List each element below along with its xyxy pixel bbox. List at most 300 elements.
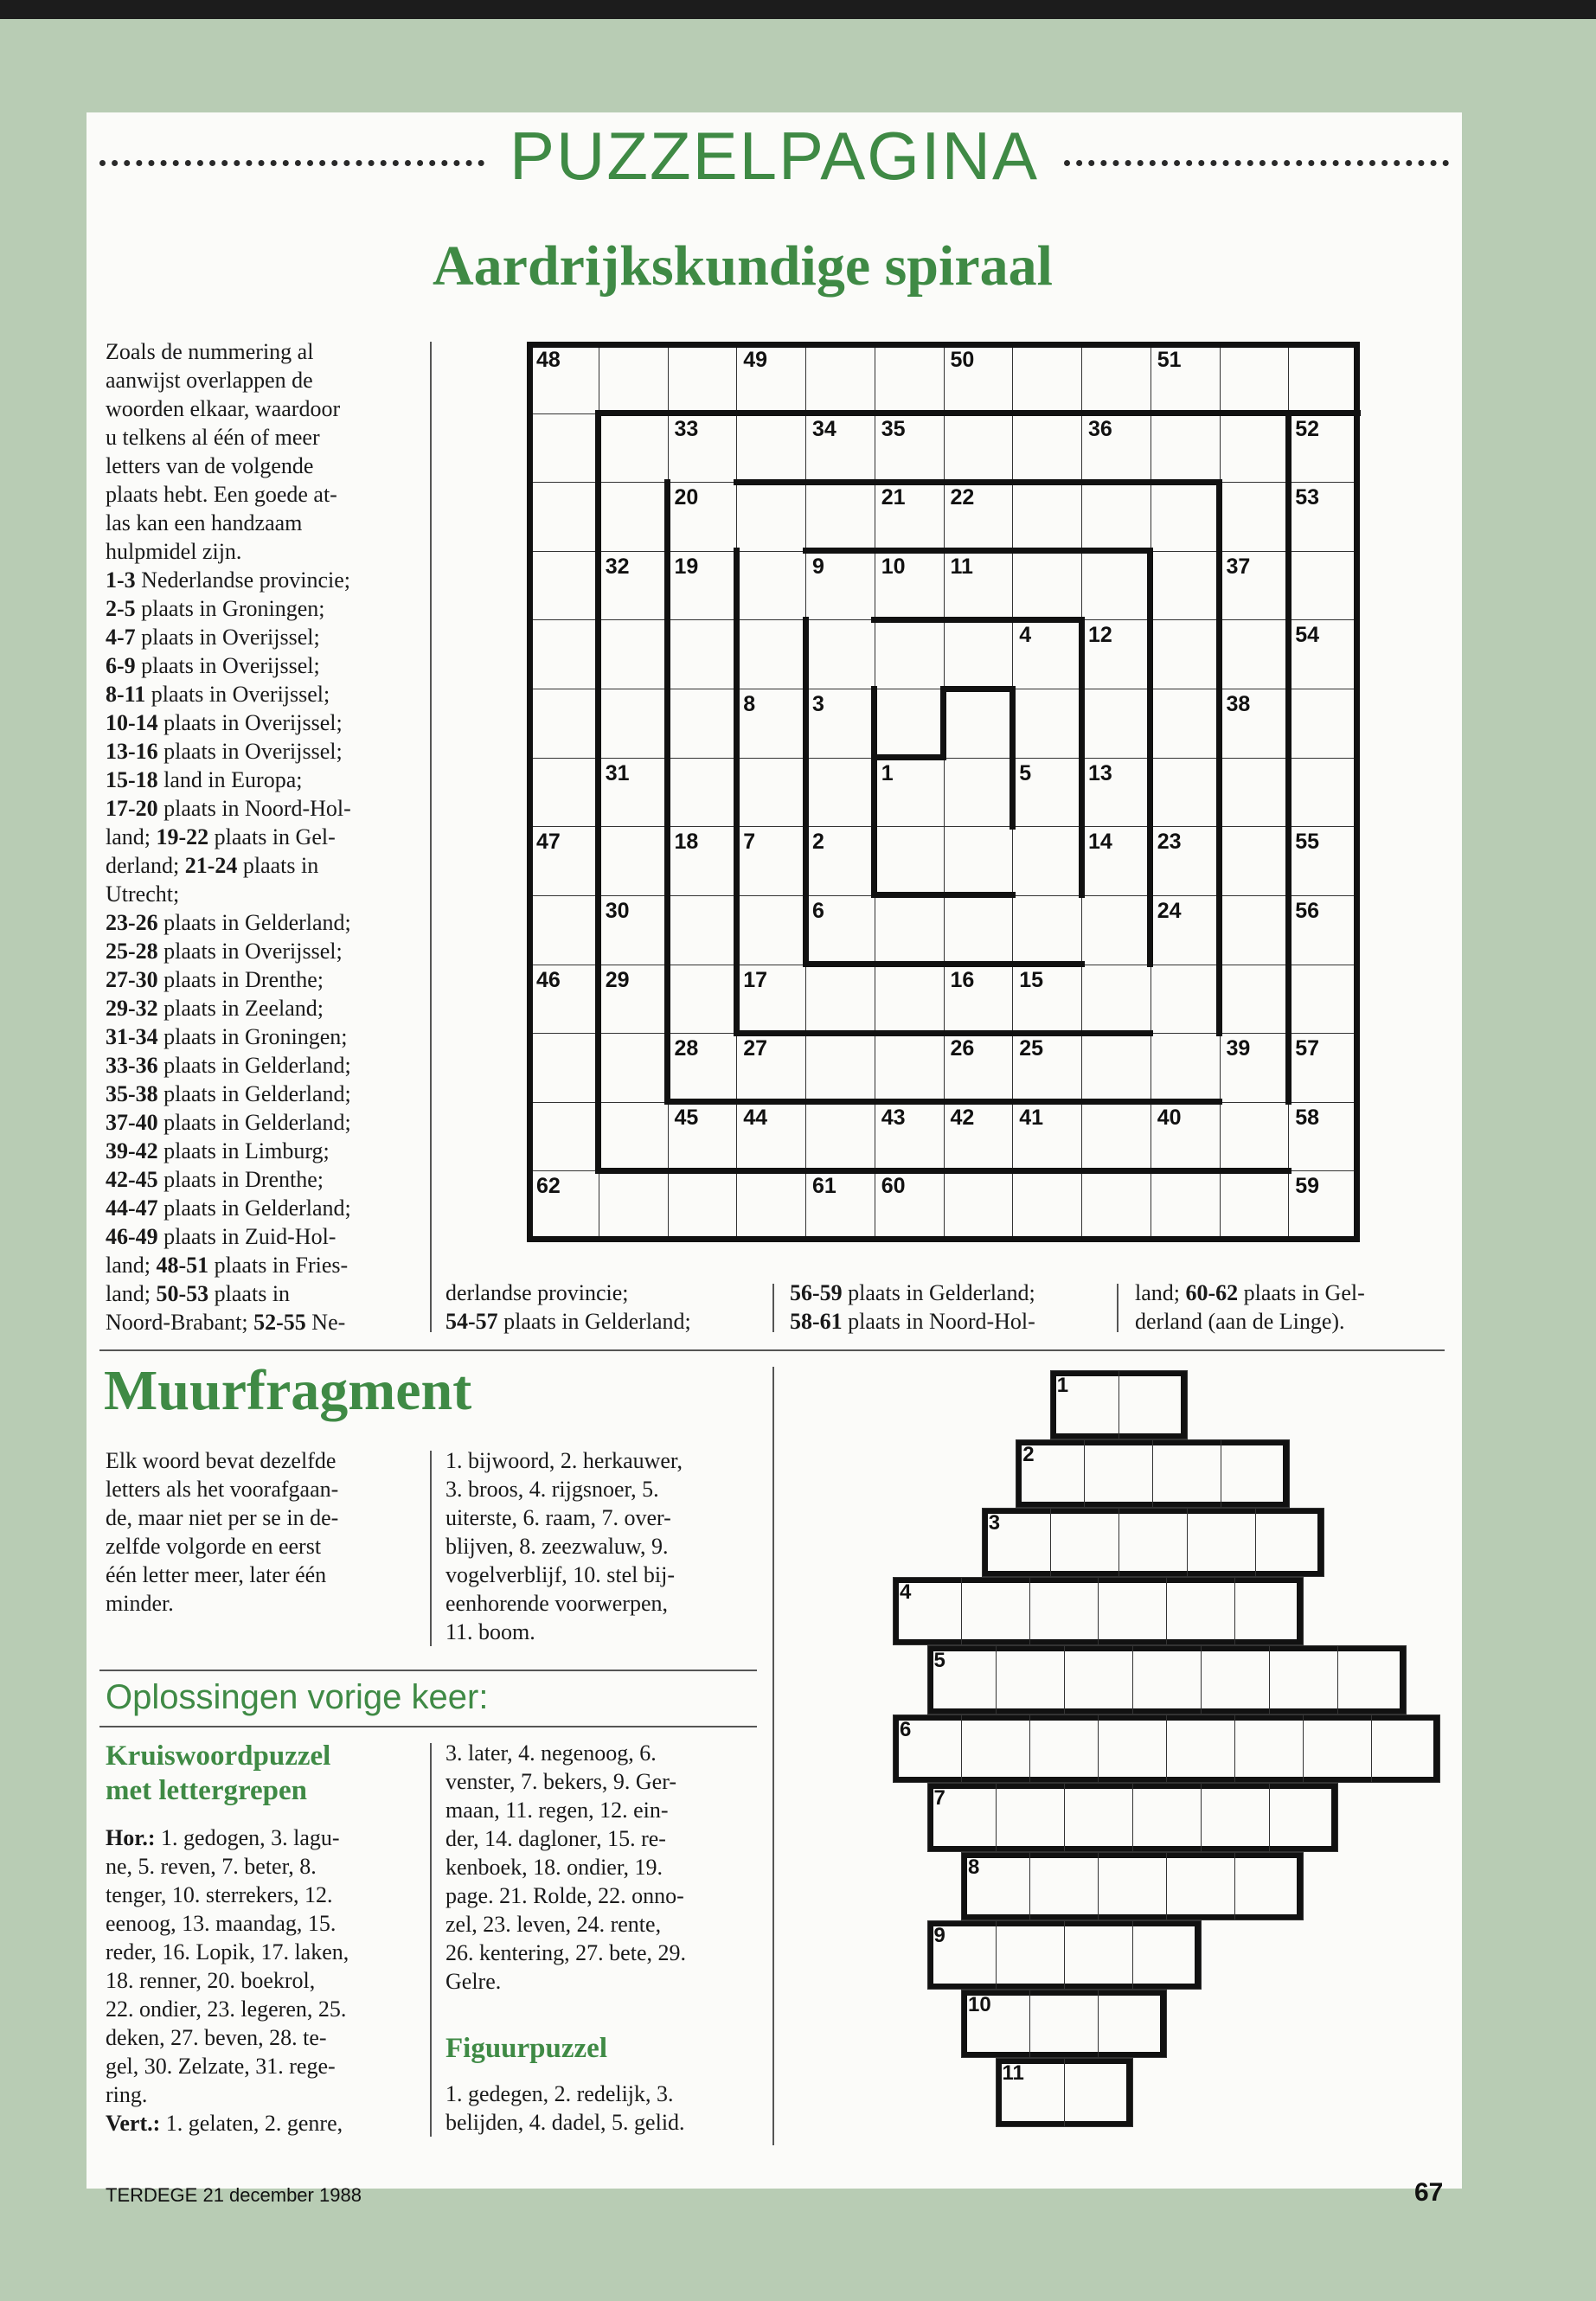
wall-cell: [1098, 1852, 1167, 1921]
grid-cell: 20: [668, 482, 738, 552]
clue-number: 39-42: [106, 1138, 158, 1163]
clue-number: 4-7: [106, 625, 136, 650]
wall-cell: 9: [927, 1920, 997, 1990]
grid-cell: 35: [875, 413, 945, 484]
clue-number: 13-16: [106, 739, 158, 764]
grid-cell: 44: [736, 1102, 806, 1172]
wall-cell: [1166, 1715, 1235, 1784]
muur-clue-line: 1. bijwoord, 2. herkauwer,: [445, 1448, 683, 1473]
clue-line: [106, 851, 426, 880]
wall-cell: [1201, 1783, 1270, 1852]
solutions-rule: [99, 1726, 757, 1727]
clue-text: Utrecht;: [106, 881, 180, 907]
wall-cell: [1084, 1439, 1153, 1509]
muur-intro-line: minder.: [106, 1591, 174, 1616]
clue-line: [106, 651, 426, 680]
clue-text: Ne-: [305, 1310, 346, 1335]
hor-label: Hor.:: [106, 1825, 156, 1850]
wall-cell: [1166, 1577, 1235, 1646]
grid-cell: 52: [1288, 413, 1358, 484]
clue-line: [106, 737, 426, 766]
wall-cell: [1221, 1439, 1290, 1509]
clue-line: [106, 965, 426, 994]
grid-cell: 29: [599, 965, 669, 1035]
solution-line: 3. later, 4. negenoog, 6.: [445, 1740, 657, 1766]
spiral-title: Aardrijkskundige spiraal: [433, 234, 1053, 298]
clue-text: land in Europa;: [157, 767, 303, 792]
wall-cell: [1371, 1715, 1440, 1784]
grid-cell: 57: [1288, 1033, 1358, 1103]
clue-line: [1135, 1279, 1455, 1307]
spiral-wall: [595, 1168, 1292, 1174]
grid-cell: 50: [944, 344, 1014, 414]
spiral-wall: [940, 686, 946, 761]
clue-text: plaats in Overijssel;: [135, 653, 320, 678]
wall-cell: [1029, 1577, 1099, 1646]
clue-text: aanwijst overlappen de: [106, 368, 313, 393]
clue-text: plaats in Overijssel;: [145, 682, 330, 707]
solutions-title: Oplossingen vorige keer:: [106, 1678, 489, 1716]
grid-cell: 1: [875, 758, 945, 828]
clue-number: 44-47: [106, 1195, 158, 1221]
page-title: PUZZELPAGINA: [509, 118, 1039, 194]
clue-line: derlandse provincie;: [445, 1280, 629, 1305]
muur-intro-line: letters als het voorafgaan-: [106, 1477, 339, 1502]
grid-cell: 26: [944, 1033, 1014, 1103]
clue-text: land;: [1135, 1280, 1186, 1305]
grid-cell: 28: [668, 1033, 738, 1103]
clue-line: [106, 1308, 426, 1336]
wall-row: [982, 1508, 1324, 1577]
grid-cell: 55: [1288, 826, 1358, 896]
wall-cell: [1234, 1715, 1304, 1784]
grid-cell: 21: [875, 482, 945, 552]
clue-line: [106, 423, 426, 452]
solution-line: [106, 1852, 426, 1881]
clue-text: u telkens al één of meer: [106, 425, 320, 450]
clue-text: plaats in Gelderland;: [157, 910, 351, 935]
grid-cell: 31: [599, 758, 669, 828]
grid-cell: 34: [805, 413, 875, 484]
grid-cell: 60: [875, 1170, 945, 1240]
column-divider: [772, 1367, 774, 2145]
wall-row: [1050, 1370, 1187, 1439]
clue-line: [106, 566, 426, 594]
spiral-wall: [734, 479, 1222, 485]
muur-intro-line: Elk woord bevat dezelfde: [106, 1448, 337, 1473]
solution-text: ne, 5. reven, 7. beter, 8.: [106, 1854, 317, 1879]
clue-text: plaats in Gelderland;: [842, 1280, 1035, 1305]
clue-text: plaats in Fries-: [208, 1253, 349, 1278]
grid-cell: 56: [1288, 895, 1358, 965]
clue-text: plaats in Zeeland;: [157, 996, 324, 1021]
wall-cell: [961, 1715, 1030, 1784]
clue-line: [106, 708, 426, 737]
kruiswoord-title-line: Kruiswoordpuzzel: [106, 1740, 331, 1772]
dotted-rule-left: [99, 160, 484, 166]
solution-line: [106, 1823, 426, 1852]
clue-number: 42-45: [106, 1167, 158, 1192]
clue-line: [106, 680, 426, 708]
clue-text: hulpmidel zijn.: [106, 539, 242, 564]
grid-cell: 22: [944, 482, 1014, 552]
wall-cell: [1187, 1508, 1256, 1577]
clue-number: 46-49: [106, 1224, 158, 1249]
grid-cell: 6: [805, 895, 875, 965]
solution-line: zel, 23. leven, 24. rente,: [445, 1912, 662, 1937]
spiral-wall: [1079, 617, 1085, 898]
wall-cell: 6: [893, 1715, 962, 1784]
scan-top-edge: [0, 0, 1596, 19]
clue-text: plaats hebt. Een goede at-: [106, 482, 337, 507]
solution-text: deken, 27. beven, 28. te-: [106, 2025, 327, 2050]
clue-text: plaats in Gel-: [1238, 1280, 1365, 1305]
solution-text: 22. ondier, 23. legeren, 25.: [106, 1997, 347, 2022]
wall-cell: [996, 1920, 1065, 1990]
page-header: [99, 117, 1449, 195]
solution-line: kenboek, 18. ondier, 19.: [445, 1855, 663, 1880]
clue-number: 56-59: [790, 1280, 843, 1305]
grid-cell: 38: [1220, 689, 1290, 759]
grid-cell: 53: [1288, 482, 1358, 552]
wall-cell: 4: [893, 1577, 962, 1646]
clue-number: 27-30: [106, 967, 158, 992]
solution-line: Gelre.: [445, 1969, 502, 1994]
clue-number: 21-24: [184, 853, 238, 878]
spiral-wall: [1010, 686, 1016, 830]
wall-cell: [1234, 1852, 1304, 1921]
wall-cell: [1152, 1439, 1221, 1509]
clue-text: plaats in Gel-: [208, 824, 336, 849]
spiral-wall: [664, 479, 670, 1106]
kruiswoord-title-line: met lettergrepen: [106, 1775, 308, 1806]
wall-cell: [1064, 1783, 1133, 1852]
grid-cell: 8: [736, 689, 806, 759]
muur-clue-line: 3. broos, 4. rijgsnoer, 5.: [445, 1477, 659, 1502]
clue-text: plaats in Gelderland;: [157, 1081, 351, 1106]
clue-number: 58-61: [790, 1309, 843, 1334]
solution-line: 1. gedegen, 2. redelijk, 3.: [445, 2081, 674, 2106]
clue-number: 60-62: [1185, 1280, 1239, 1305]
spiral-wall: [1147, 548, 1153, 967]
grid-cell: 32: [599, 551, 669, 621]
solutions-rule: [99, 1670, 757, 1671]
clue-number: 8-11: [106, 682, 146, 707]
clue-line: [106, 1080, 426, 1108]
spiral-clues: [106, 337, 426, 1336]
wall-cell: [1132, 1920, 1202, 1990]
clue-line: [106, 880, 426, 908]
clue-text: land;: [106, 1253, 157, 1278]
clue-text: plaats in: [208, 1281, 291, 1306]
grid-cell: 49: [736, 344, 806, 414]
muur-title: Muurfragment: [104, 1359, 472, 1422]
grid-cell: 24: [1151, 895, 1221, 965]
clue-text: las kan een handzaam: [106, 510, 303, 535]
clue-text: plaats in Noord-Hol-: [157, 796, 351, 821]
clue-text: letters van de volgende: [106, 453, 314, 478]
clue-number: 15-18: [106, 767, 158, 792]
muur-intro-line: één letter meer, later één: [106, 1562, 327, 1587]
solution-line: der, 14. dagloner, 15. re-: [445, 1826, 666, 1851]
clue-number: 25-28: [106, 939, 158, 964]
wall-cell: [1303, 1715, 1372, 1784]
clue-text: Nederlandse provincie;: [135, 567, 351, 593]
grid-cell: 7: [736, 826, 806, 896]
solution-line: maan, 11. regen, 12. ein-: [445, 1798, 669, 1823]
solution-text: 18. renner, 20. boekrol,: [106, 1968, 316, 1993]
clue-line: [106, 1222, 426, 1251]
solution-line: [106, 1966, 426, 1995]
wall-cell: [1064, 2058, 1133, 2127]
column-divider: [430, 342, 432, 1332]
clue-text: woorden elkaar, waardoor: [106, 396, 341, 421]
clue-line: [106, 937, 426, 965]
spiral-wall: [734, 548, 740, 1035]
grid-cell: 18: [668, 826, 738, 896]
grid-cell: 36: [1081, 413, 1151, 484]
wall-cell: [996, 1645, 1065, 1715]
clue-number: 29-32: [106, 996, 158, 1021]
figuurpuzzel-solution: [445, 2080, 766, 2137]
grid-cell: 10: [875, 551, 945, 621]
spiral-wall: [871, 892, 1016, 898]
clue-text: land;: [106, 1281, 157, 1306]
clue-line: [106, 366, 426, 394]
clue-text: plaats in Drenthe;: [157, 967, 324, 992]
clue-number: 52-55: [253, 1310, 306, 1335]
wall-cell: [1064, 1920, 1133, 1990]
clue-line: [106, 1165, 426, 1194]
spiral-wall: [940, 686, 1016, 692]
grid-cell: 45: [668, 1102, 738, 1172]
clue-line: [106, 908, 426, 937]
grid-cell: 61: [805, 1170, 875, 1240]
clue-number: 10-14: [106, 710, 158, 735]
solution-line: [106, 2052, 426, 2080]
wall-row: [1016, 1439, 1289, 1509]
wall-cell: [1050, 1508, 1119, 1577]
wall-cell: [1118, 1508, 1188, 1577]
grid-cell: 9: [805, 551, 875, 621]
clue-text: plaats in Overijssel;: [157, 710, 343, 735]
wall-cell: [996, 1783, 1065, 1852]
grid-cell: 30: [599, 895, 669, 965]
wall-cell: 8: [961, 1852, 1030, 1921]
spiral-wall: [871, 686, 877, 899]
clue-number: 19-22: [156, 824, 209, 849]
spiral-wall: [664, 1099, 1222, 1105]
grid-cell: 62: [529, 1170, 599, 1240]
wall-cell: [1269, 1783, 1338, 1852]
wall-cell: 11: [996, 2058, 1065, 2127]
solution-line: belijden, 4. dadel, 5. gelid.: [445, 2110, 685, 2135]
clue-line: [106, 1279, 426, 1308]
clue-line: [106, 394, 426, 423]
spiral-wall: [1285, 410, 1292, 1105]
clue-number: 33-36: [106, 1053, 158, 1078]
grid-cell: 43: [875, 1102, 945, 1172]
grid-cell: 11: [944, 551, 1014, 621]
grid-cell: 47: [529, 826, 599, 896]
spiral-grid: [529, 344, 1357, 1240]
clue-number: 23-26: [106, 910, 158, 935]
wall-row: [961, 1990, 1166, 2059]
clue-line: [106, 509, 426, 537]
solution-text: tenger, 10. sterrekers, 12.: [106, 1882, 333, 1907]
clue-text: plaats in Groningen;: [157, 1024, 348, 1049]
clue-text: plaats in Gelderland;: [157, 1110, 351, 1135]
clue-line: [445, 1307, 774, 1336]
grid-cell: 59: [1288, 1170, 1358, 1240]
wall-cell: 7: [927, 1783, 997, 1852]
grid-cell: 15: [1012, 965, 1082, 1035]
wall-cell: [1201, 1645, 1270, 1715]
clue-text: plaats in Groningen;: [135, 596, 325, 621]
column-divider: [430, 1743, 432, 2137]
wall-row: [996, 2058, 1132, 2127]
wall-row: [927, 1645, 1406, 1715]
wall-cell: [1255, 1508, 1324, 1577]
wall-cell: [961, 1577, 1030, 1646]
clue-line: [106, 1194, 426, 1222]
clue-line: [106, 480, 426, 509]
wall-cell: [1166, 1852, 1235, 1921]
grid-cell: 37: [1220, 551, 1290, 621]
solution-line: [106, 1938, 426, 1966]
clue-line: [106, 994, 426, 1022]
solutions-vert: [106, 2109, 426, 2138]
clue-number: 54-57: [445, 1309, 498, 1334]
grid-cell: 27: [736, 1033, 806, 1103]
wall-cell: [1118, 1370, 1188, 1439]
clue-line: [106, 623, 426, 651]
wall-row: [961, 1852, 1303, 1921]
muur-grid: [891, 1368, 1393, 2138]
solution-text: reder, 16. Lopik, 17. laken,: [106, 1939, 349, 1965]
grid-cell: 23: [1151, 826, 1221, 896]
clue-number: 37-40: [106, 1110, 158, 1135]
section-rule: [99, 1349, 1445, 1351]
solution-text: gel, 30. Zelzate, 31. rege-: [106, 2054, 336, 2079]
grid-cell: 46: [529, 965, 599, 1035]
clue-text: plaats in Limburg;: [157, 1138, 330, 1163]
clue-line: derland (aan de Linge).: [1135, 1309, 1345, 1334]
figuurpuzzel-title: Figuurpuzzel: [445, 2033, 607, 2064]
clue-number: 50-53: [156, 1281, 209, 1306]
muur-intro: [106, 1446, 426, 1618]
grid-cell: 40: [1151, 1102, 1221, 1172]
wall-cell: [1029, 1990, 1099, 2059]
muur-clue-line: 11. boom.: [445, 1619, 535, 1644]
spiral-wall: [871, 617, 1084, 623]
clue-number: 48-51: [156, 1253, 209, 1278]
clue-line: [106, 1251, 426, 1279]
spiral-wall: [1216, 479, 1222, 1036]
solution-text: 1. gedogen, 3. lagu-: [155, 1825, 340, 1850]
wall-cell: [1337, 1645, 1407, 1715]
grid-cell: 51: [1151, 344, 1221, 414]
clue-line: [106, 594, 426, 623]
muur-clue-line: uiterste, 6. raam, 7. over-: [445, 1505, 671, 1530]
column-divider: [430, 1451, 432, 1646]
page-number: 67: [1414, 2178, 1444, 2207]
solution-line: 26. kentering, 27. bete, 29.: [445, 1940, 686, 1965]
clue-text: plaats in Gelderland;: [157, 1053, 351, 1078]
muur-intro-line: de, maar niet per se in de-: [106, 1505, 339, 1530]
solution-line: [106, 2023, 426, 2052]
spiral-wall: [803, 617, 809, 967]
column-divider: [772, 1284, 774, 1332]
grid-outer-border: [527, 342, 1360, 1242]
wall-cell: [1132, 1783, 1202, 1852]
solutions-vert-cont: [445, 1739, 766, 1996]
clue-number: 2-5: [106, 596, 136, 621]
grid-cell: 54: [1288, 619, 1358, 689]
clue-text: plaats in Overijssel;: [135, 625, 320, 650]
grid-cell: 14: [1081, 826, 1151, 896]
clue-number: 35-38: [106, 1081, 158, 1106]
wall-cell: [1269, 1645, 1338, 1715]
clue-text: plaats in Overijssel;: [157, 739, 343, 764]
clue-line: [106, 1108, 426, 1137]
wall-cell: 1: [1050, 1370, 1119, 1439]
grid-cell: 5: [1012, 758, 1082, 828]
clue-number: 6-9: [106, 653, 136, 678]
wall-cell: 2: [1016, 1439, 1085, 1509]
grid-cell: 41: [1012, 1102, 1082, 1172]
spiral-wall: [664, 410, 1292, 416]
muur-intro-line: zelfde volgorde en eerst: [106, 1534, 322, 1559]
wall-cell: [1029, 1852, 1099, 1921]
wall-cell: [1132, 1645, 1202, 1715]
clue-text: Noord-Brabant;: [106, 1310, 254, 1335]
wall-cell: [1029, 1715, 1099, 1784]
wall-row: [893, 1715, 1439, 1784]
wall-cell: 3: [982, 1508, 1051, 1577]
clue-text: plaats in Gelderland;: [497, 1309, 691, 1334]
spiral-wall: [871, 754, 946, 760]
solution-line: [106, 2080, 426, 2109]
wall-cell: [1098, 1577, 1167, 1646]
clue-text: derland;: [106, 853, 185, 878]
solution-text: ring.: [106, 2082, 148, 2107]
spiral-clues-col3: [790, 1279, 1118, 1336]
clue-line: [790, 1307, 1118, 1336]
clue-line: [106, 1022, 426, 1051]
spiral-wall: [803, 548, 1154, 554]
clue-text: plaats in Noord-Hol-: [842, 1309, 1035, 1334]
clue-line: [790, 1279, 1118, 1307]
clue-number: 17-20: [106, 796, 158, 821]
vert-label: Vert.:: [106, 2111, 161, 2136]
muur-clues: [445, 1446, 757, 1646]
spiral-wall: [803, 961, 1085, 967]
grid-cell: 19: [668, 551, 738, 621]
vert-text: 1. gelaten, 2. genre,: [160, 2111, 343, 2136]
grid-cell: 58: [1288, 1102, 1358, 1172]
spiral-clues-col2: [445, 1279, 774, 1336]
grid-cell: 13: [1081, 758, 1151, 828]
column-divider: [1117, 1284, 1118, 1332]
spiral-wall: [734, 1030, 1154, 1036]
wall-cell: [1064, 1645, 1133, 1715]
clue-line: [106, 1051, 426, 1080]
wall-cell: [1234, 1577, 1304, 1646]
clue-line: [106, 1137, 426, 1165]
clue-text: plaats in Gelderland;: [157, 1195, 351, 1221]
grid-cell: 16: [944, 965, 1014, 1035]
